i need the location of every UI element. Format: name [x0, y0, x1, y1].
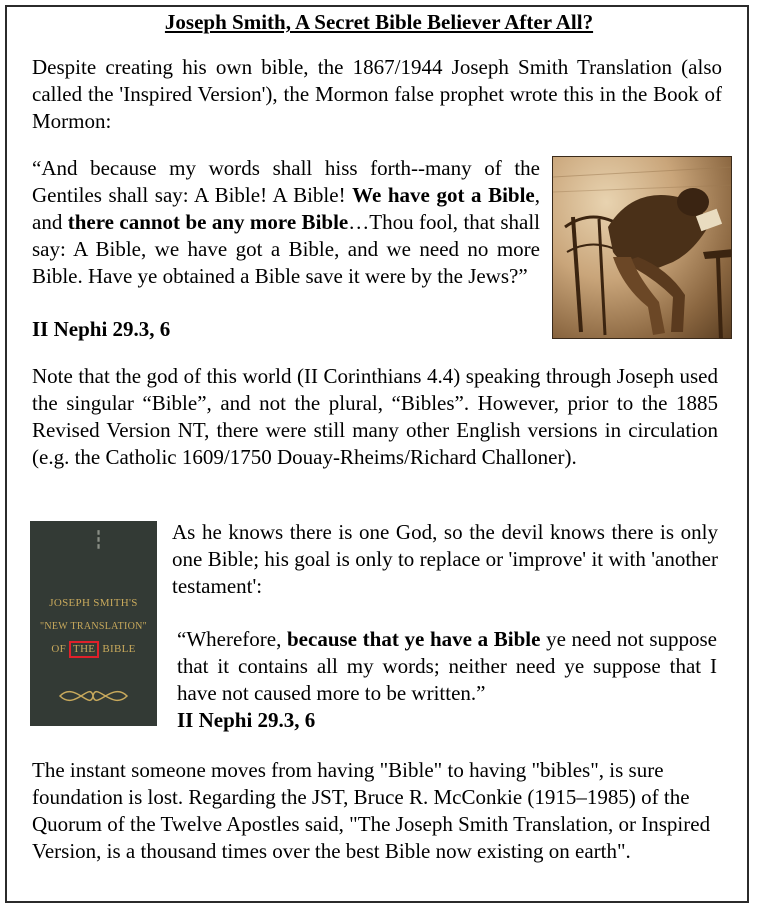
book-title-of: OF — [51, 643, 70, 655]
quote-2-reference: II Nephi 29.3, 6 — [177, 708, 316, 732]
book-title-line-2: "NEW TRANSLATION" — [39, 621, 148, 632]
quote-1-reference: II Nephi 29.3, 6 — [32, 317, 171, 341]
book-title-line-3 — [30, 641, 157, 658]
quote-2-bold-a: because that ye have a Bible — [287, 627, 541, 651]
book-decoration: ▮▮▮ — [95, 529, 101, 550]
devil-paragraph: As he knows there is one God, so the devil knows there is only one Bible; his goal is only to replace or 'improve' it with 'another testament': — [172, 520, 718, 598]
quote-1-text-c: …Thou fool, that shall say: A Bible, we have got a Bible, and we need no more Bible. Have ye obtained a Bible save it were by the Jews?” — [32, 210, 540, 288]
book-title-the-highlight: THE — [69, 641, 99, 658]
quote-1 — [32, 155, 540, 290]
quote-1-bold-a: We have got a Bible — [352, 183, 535, 207]
quote-2 — [177, 626, 717, 707]
quote-2-text-b: ye need not suppose that it contains all my words; neither need ye suppose that I have not caused more to be written.” — [177, 627, 717, 705]
quote-1-bold-b: there cannot be any more Bible — [67, 210, 349, 234]
quote-1-text-b: , and — [32, 183, 540, 234]
note-paragraph: Note that the god of this world (II Corinthians 4.4) speaking through Joseph used the singular “Bible”, and not the plural, “Bibles”. However, prior to the 1885 Revised Version NT, there were still many other English versions in circulation (e.g. the Catholic 1609/1750 Douay-Rheims/Richard Challoner). — [32, 364, 718, 469]
conclusion-paragraph: The instant someone moves from having "Bible" to having "bibles", is sure foundation is lost. Regarding the JST, Bruce R. McConkie (1915–1985) of the Quorum of the Twelve Apostles said, "The Joseph Smith Translation, or Inspired Version, is a thousand times over the best Bible now existing on earth". — [32, 758, 711, 863]
book-title-bible: BIBLE — [99, 643, 136, 655]
intro-paragraph: Despite creating his own bible, the 1867/1944 Joseph Smith Translation (also called the 'Inspired Version'), the Mormon false prophet wrote this in the Book of Mormon: — [32, 55, 722, 133]
quote-1-text-a: “And because my words shall hiss forth--many of the Gentiles shall say: A Bible! A Bible! — [32, 156, 540, 207]
page-title: Joseph Smith, A Secret Bible Believer After All? — [164, 10, 594, 34]
man-reading-illustration — [553, 157, 732, 339]
book-title-line-1: JOSEPH SMITH'S — [49, 597, 138, 609]
book-ornament-icon — [30, 676, 157, 716]
quote-2-text-a: “Wherefore, — [177, 627, 287, 651]
sepia-figure-reading-image — [552, 156, 732, 339]
jst-book-cover-image — [30, 521, 157, 726]
